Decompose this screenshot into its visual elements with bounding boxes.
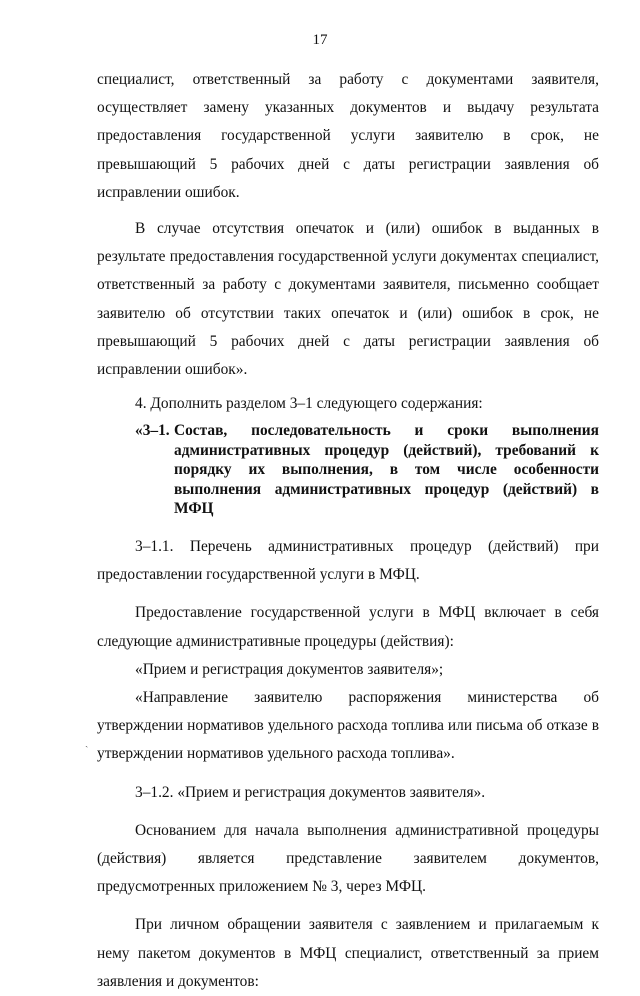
paragraph-procedures-intro: Предоставление государственной услуги в МФЦ включает в себя следующие административные процедуры (действия):: [97, 604, 599, 650]
paragraph-continuation: специалист, ответственный за работу с документами заявителя, осуществляет замену указанных документов и выдачу результата предоставления государственной услуги заявителю в срок, не превышающий 5 рабочих дней с даты регистрации заявления об исправлении ошибок.: [97, 71, 599, 201]
paragraph-no-errors: В случае отсутствия опечаток и (или) ошибок в выданных в результате предоставления государственной услуги документах специалист, ответственный за работу с документами заявителя, письменно сообщает заявителю об отсутствии таких опечаток и (или) ошибок в срок, не превышающий 5 рабочих дней с даты регистрации заявления об исправлении ошибок».: [97, 220, 599, 379]
paragraph-personal-visit: При личном обращении заявителя с заявлением и прилагаемым к нему пакетом документов в МФЦ специалист, ответственный за прием заявления и документов:: [97, 916, 599, 990]
section-heading-number: «3–1.: [135, 422, 170, 440]
document-body: [97, 66, 599, 996]
paragraph-procedure-2: «Направление заявителю распоряжения министерства об утверждении нормативов удельного расхода топлива или письма об отказе в утверждении нормативов удельного расхода топлива».: [97, 688, 599, 763]
paragraph-3-1-2: 3–1.2. «Прием и регистрация документов заявителя».: [135, 783, 486, 801]
page-number: 17: [312, 32, 328, 48]
scan-mark: ˎ: [85, 737, 89, 748]
paragraph-3-1-1: 3–1.1. Перечень административных процедур (действий) при предоставлении государственной услуги в МФЦ.: [97, 537, 599, 584]
paragraph-item-4: 4. Дополнить разделом 3–1 следующего содержания:: [135, 395, 483, 413]
section-heading: [97, 421, 599, 519]
paragraph-procedure-1: «Прием и регистрация документов заявителя»;: [135, 660, 444, 678]
paragraph-basis: Основанием для начала выполнения административной процедуры (действия) является представление заявителем документов, предусмотренных приложением № 3, через МФЦ.: [97, 821, 599, 896]
section-heading-text: Состав, последовательность и сроки выполнения административных процедур (действий), требований к порядку их выполнения, в том числе особенности выполнения административных процедур (действий) в МФЦ: [174, 422, 599, 518]
